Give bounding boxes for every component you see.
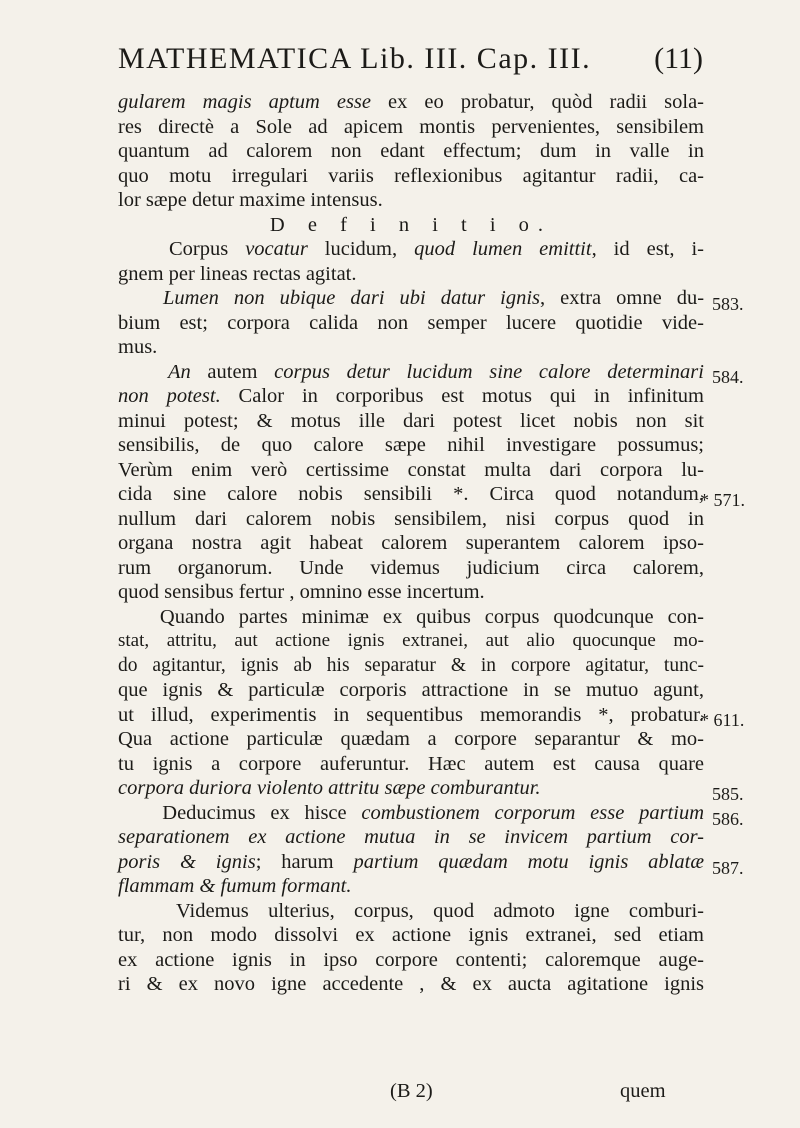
text-line: sensibilis, de quo calore sæpe nihil investigare possumus; bbox=[118, 434, 704, 456]
text-line: quo motu irregulari variis reflexionibus agitantur radii, ca- bbox=[118, 164, 704, 187]
text-line: ex actione ignis in ipso corpore contenti; caloremque auge- bbox=[118, 948, 704, 971]
margin-note-587: 587. bbox=[712, 858, 744, 878]
text-line: corpora duriora violento attritu sæpe comburantur. bbox=[118, 777, 541, 799]
text-line: Videmus ulterius, corpus, quod admoto igne comburi- bbox=[175, 899, 704, 922]
text-line: Quando partes minimæ ex quibus corpus quodcunque con- bbox=[159, 605, 705, 628]
section-heading: D e f i n i t i o. bbox=[269, 213, 553, 236]
text-line: gnem per lineas rectas agitat. bbox=[118, 262, 357, 285]
catchword: quem bbox=[620, 1080, 666, 1102]
signature-mark: (B 2) bbox=[390, 1080, 433, 1102]
text-line: lor sæpe detur maxime intensus. bbox=[118, 189, 383, 211]
page-number: (11) bbox=[654, 42, 703, 75]
text-line: Deducimus ex hisce combustionem corporum esse partium bbox=[162, 801, 704, 824]
text-line: Corpus vocatur lucidum, quod lumen emittit, id est, i- bbox=[168, 238, 705, 260]
text-line: organa nostra agit habeat calorem superantem calorem ipso- bbox=[118, 532, 704, 554]
text-line: do agitantur, ignis ab his separatur & in corpore agitatur, tunc- bbox=[118, 654, 704, 676]
text-line: res directè a Sole ad apicem montis pervenientes, sensibilem bbox=[118, 115, 704, 138]
margin-note-571: * 571. bbox=[700, 490, 745, 510]
text-line: tu ignis a corpore auferuntur. Hæc autem est causa quare bbox=[118, 752, 704, 775]
text-line: An autem corpus detur lucidum sine calore determinari bbox=[167, 360, 704, 383]
text-line: flammam & fumum formant. bbox=[118, 875, 352, 897]
text-line: Verùm enim verò certissime constat multa dari corpora lu- bbox=[118, 458, 704, 481]
text-line: ri & ex novo igne accedente , & ex aucta agitatione ignis bbox=[118, 973, 704, 995]
text-line: Lumen non ubique dari ubi datur ignis, extra omne du- bbox=[163, 287, 705, 309]
margin-note-583: 583. bbox=[712, 294, 744, 314]
text-line: mus. bbox=[118, 336, 158, 358]
text-line: Qua actione particulæ quædam a corpore separantur & mo- bbox=[118, 728, 704, 750]
text-line: non potest. Calor in corporibus est motus qui in infinitum bbox=[118, 385, 704, 407]
text-line: stat, attritu, aut actione ignis extranei, aut alio quocunque mo- bbox=[118, 630, 704, 651]
margin-note-585: 585. bbox=[712, 784, 744, 804]
text-line: que ignis & particulæ corporis attractione in se mutuo agunt, bbox=[118, 679, 704, 701]
text-line: ut illud, experimentis in sequentibus memorandis *, probatur. bbox=[118, 703, 704, 726]
text-line: quantum ad calorem non edant effectum; dum in valle in bbox=[118, 140, 704, 162]
text-line: bium est; corpora calida non semper lucere quotidie vide- bbox=[118, 311, 704, 334]
text-line: gularem magis aptum esse ex eo probatur, quòd radii sola- bbox=[118, 91, 704, 113]
text-line: nullum dari calorem nobis sensibilem, nisi corpus quod in bbox=[118, 507, 704, 530]
text-line: tur, non modo dissolvi ex actione ignis extranei, sed etiam bbox=[118, 924, 704, 946]
margin-note-584: 584. bbox=[712, 367, 744, 387]
text-line: separationem ex actione mutua in se invicem partium cor- bbox=[118, 826, 704, 848]
main-text bbox=[118, 90, 704, 997]
text-line: quod sensibus fertur , omnino esse incertum. bbox=[118, 581, 485, 603]
text-line: cida sine calore nobis sensibili *. Circa quod notandum, bbox=[118, 483, 704, 505]
text-line: rum organorum. Unde videmus judicium circa calorem, bbox=[118, 556, 704, 579]
margin-note-611: * 611. bbox=[700, 710, 745, 730]
text-line: poris & ignis; harum partium quædam motu ignis ablatæ bbox=[118, 850, 704, 873]
running-header bbox=[118, 42, 703, 92]
margin-note-586: 586. bbox=[712, 809, 744, 829]
running-title: MATHEMATICA Lib. III. Cap. III. bbox=[118, 42, 592, 75]
text-line: minui potest; & motus ille dari potest licet nobis non sit bbox=[118, 409, 704, 432]
